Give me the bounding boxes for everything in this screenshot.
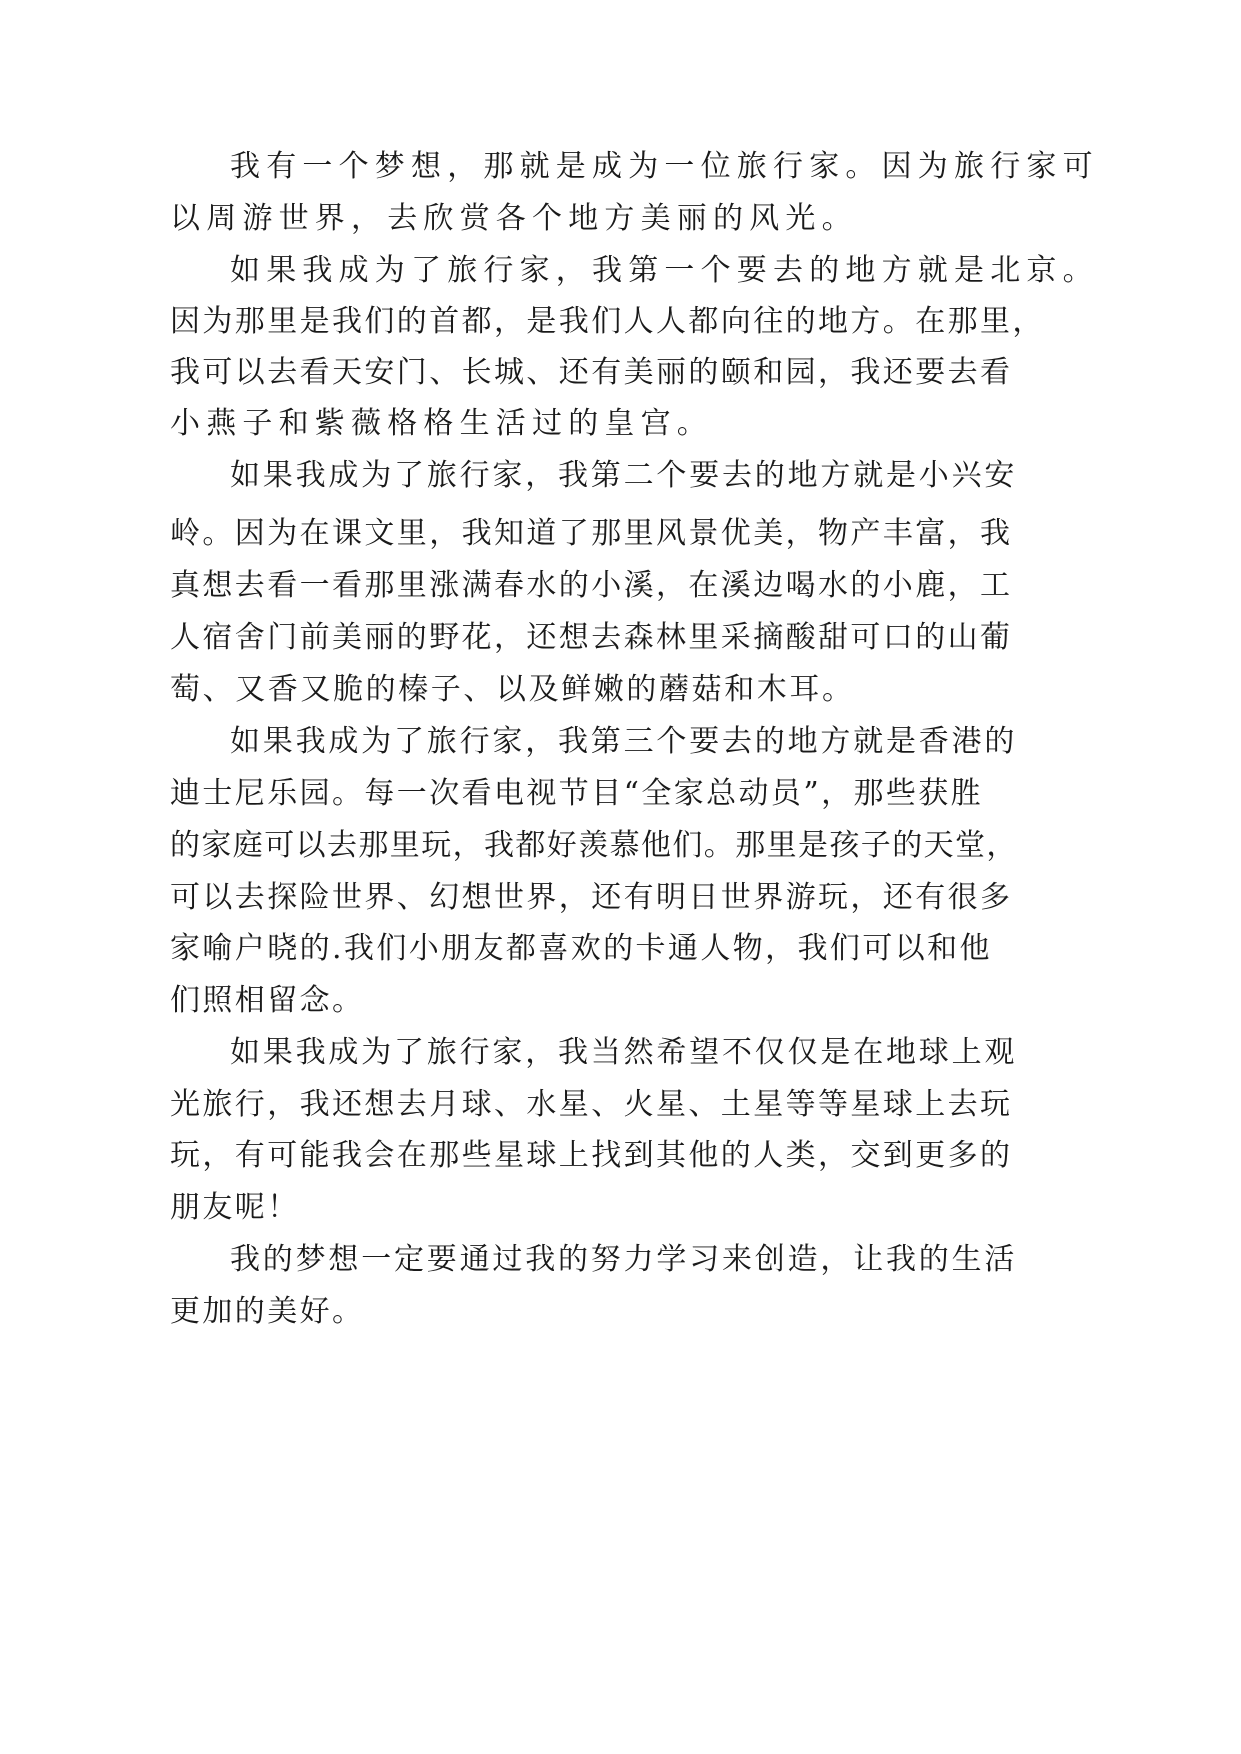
- text-line: 因为那里是我们的首都，是我们人人都向往的地方。在那里，: [170, 304, 1045, 339]
- text-line: 如果我成为了旅行家，我当然希望不仅仅是在地球上观: [230, 1035, 1018, 1070]
- text-line: 岭。因为在课文里，我知道了那里风景优美，物产丰富，我: [170, 516, 1013, 551]
- text-line: 真想去看一看那里涨满春水的小溪，在溪边喝水的小鹿，工: [170, 568, 1013, 603]
- text-line: 小燕子和紫薇格格生活过的皇宫。: [170, 406, 713, 441]
- text-line: 光旅行，我还想去月球、水星、火星、土星等等星球上去玩: [170, 1087, 1013, 1122]
- text-line: 以周游世界，去欣赏各个地方美丽的风光。: [170, 201, 858, 236]
- text-line: 我可以去看天安门、长城、还有美丽的颐和园，我还要去看: [170, 355, 1013, 390]
- text-line: 我有一个梦想，那就是成为一位旅行家。因为旅行家可: [230, 149, 1099, 184]
- text-line: 萄、又香又脆的榛子、以及鲜嫩的蘑菇和木耳。: [170, 672, 855, 707]
- text-line: 我的梦想一定要通过我的努力学习来创造，让我的生活: [230, 1242, 1018, 1277]
- text-line: 如果我成为了旅行家，我第二个要去的地方就是小兴安: [230, 458, 1018, 493]
- text-line: 家喻户晓的.我们小朋友都喜欢的卡通人物，我们可以和他: [170, 931, 992, 966]
- text-line: 们照相留念。: [170, 983, 365, 1018]
- text-line: 如果我成为了旅行家，我第三个要去的地方就是香港的: [230, 724, 1018, 759]
- text-line: 迪士尼乐园。每一次看电视节目“全家总动员”，那些获胜: [170, 776, 984, 811]
- text-line: 更加的美好。: [170, 1294, 365, 1329]
- text-line: 玩，有可能我会在那些星球上找到其他的人类，交到更多的: [170, 1138, 1013, 1173]
- text-line: 如果我成为了旅行家，我第一个要去的地方就是北京。: [230, 253, 1099, 288]
- text-line: 朋友呢！: [170, 1190, 300, 1225]
- text-line: 可以去探险世界、幻想世界，还有明日世界游玩，还有很多: [170, 880, 1013, 915]
- text-line: 的家庭可以去那里玩，我都好羡慕他们。那里是孩子的天堂，: [170, 828, 1018, 863]
- text-line: 人宿舍门前美丽的野花，还想去森林里采摘酸甜可口的山葡: [170, 620, 1013, 655]
